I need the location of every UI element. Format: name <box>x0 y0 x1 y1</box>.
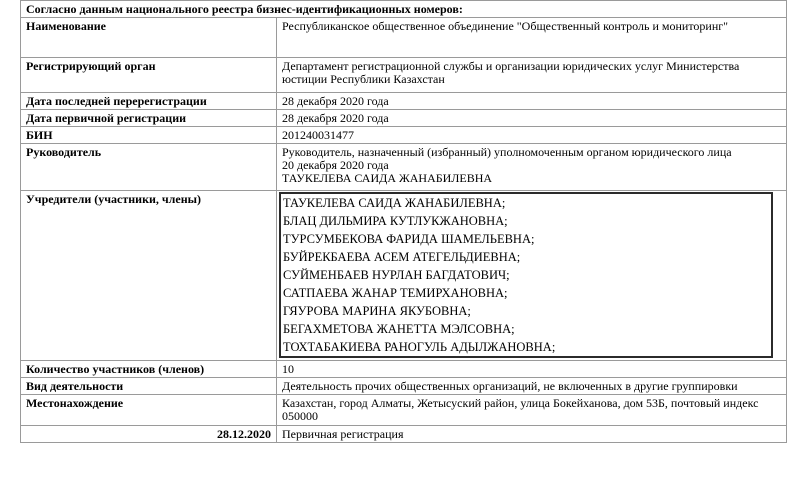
founder-item: ГЯУРОВА МАРИНА ЯКУБОВНА; <box>283 304 471 318</box>
founder-item: САТПАЕВА ЖАНАР ТЕМИРХАНОВНА; <box>283 286 508 300</box>
head-position: Руководитель, назначенный (избранный) уполномоченным органом юридического лица <box>282 145 732 159</box>
first-reg-value: 28 декабря 2020 года <box>277 110 787 127</box>
registry-table <box>20 0 787 443</box>
registry-record <box>20 0 786 443</box>
bin-value: 201240031477 <box>277 127 787 144</box>
row-head <box>21 144 787 191</box>
count-label: Количество участников (членов) <box>21 361 277 378</box>
header-row <box>21 1 787 18</box>
founder-item <box>283 356 771 358</box>
activity-label: Вид деятельности <box>21 378 277 395</box>
registry-header: Согласно данным национального реестра бизнес-идентификационных номеров: <box>21 1 787 18</box>
row-activity <box>21 378 787 395</box>
history-date: 28.12.2020 <box>21 426 277 443</box>
last-rereg-value: 28 декабря 2020 года <box>277 93 787 110</box>
founder-item: ТУРСУМБЕКОВА ФАРИДА ШАМЕЛЬЕВНА; <box>283 232 535 246</box>
location-value: Казахстан, город Алматы, Жетысуский район, улица Бокейханова, дом 53Б, почтовый индекс 050000 <box>277 395 787 426</box>
bin-label: БИН <box>21 127 277 144</box>
row-first-reg <box>21 110 787 127</box>
row-location <box>21 395 787 426</box>
founder-item: СУЙМЕНБАЕВ НУРЛАН БАГДАТОВИЧ; <box>283 268 510 282</box>
head-date: 20 декабря 2020 года <box>282 158 389 172</box>
row-history <box>21 426 787 443</box>
founder-item: ТАУКЕЛЕВА САИДА ЖАНАБИЛЕВНА; <box>283 196 506 210</box>
row-reg-body <box>21 58 787 93</box>
row-bin <box>21 127 787 144</box>
name-label: Наименование <box>21 18 277 58</box>
row-founders <box>21 191 787 361</box>
activity-value: Деятельность прочих общественных организаций, не включенных в другие группировки <box>277 378 787 395</box>
founders-cell <box>277 191 787 361</box>
founder-item: БЕГАХМЕТОВА ЖАНЕТТА МЭЛСОВНА; <box>283 322 515 336</box>
row-name <box>21 18 787 58</box>
head-value <box>277 144 787 191</box>
row-last-rereg <box>21 93 787 110</box>
count-value: 10 <box>277 361 787 378</box>
last-rereg-label: Дата последней перерегистрации <box>21 93 277 110</box>
row-count <box>21 361 787 378</box>
founders-label: Учредители (участники, члены) <box>21 191 277 361</box>
head-label: Руководитель <box>21 144 277 191</box>
founders-list[interactable] <box>279 192 773 358</box>
head-person: ТАУКЕЛЕВА САИДА ЖАНАБИЛЕВНА <box>282 171 493 185</box>
history-event: Первичная регистрация <box>277 426 787 443</box>
first-reg-label: Дата первичной регистрации <box>21 110 277 127</box>
location-label: Местонахождение <box>21 395 277 426</box>
name-value: Республиканское общественное объединение "Общественный контроль и мониторинг" <box>277 18 787 58</box>
founder-item: БЛАЦ ДИЛЬМИРА КУТЛУКЖАНОВНА; <box>283 214 508 228</box>
reg-body-value: Департамент регистрационной службы и организации юридических услуг Министерства юстиции Республики Казахстан <box>277 58 787 93</box>
founder-item: БУЙРЕКБАЕВА АСЕМ АТЕГЕЛЬДИЕВНА; <box>283 250 521 264</box>
founder-item: ТОХТАБАКИЕВА РАНОГУЛЬ АДЫЛЖАНОВНА; <box>283 340 556 354</box>
reg-body-label: Регистрирующий орган <box>21 58 277 93</box>
